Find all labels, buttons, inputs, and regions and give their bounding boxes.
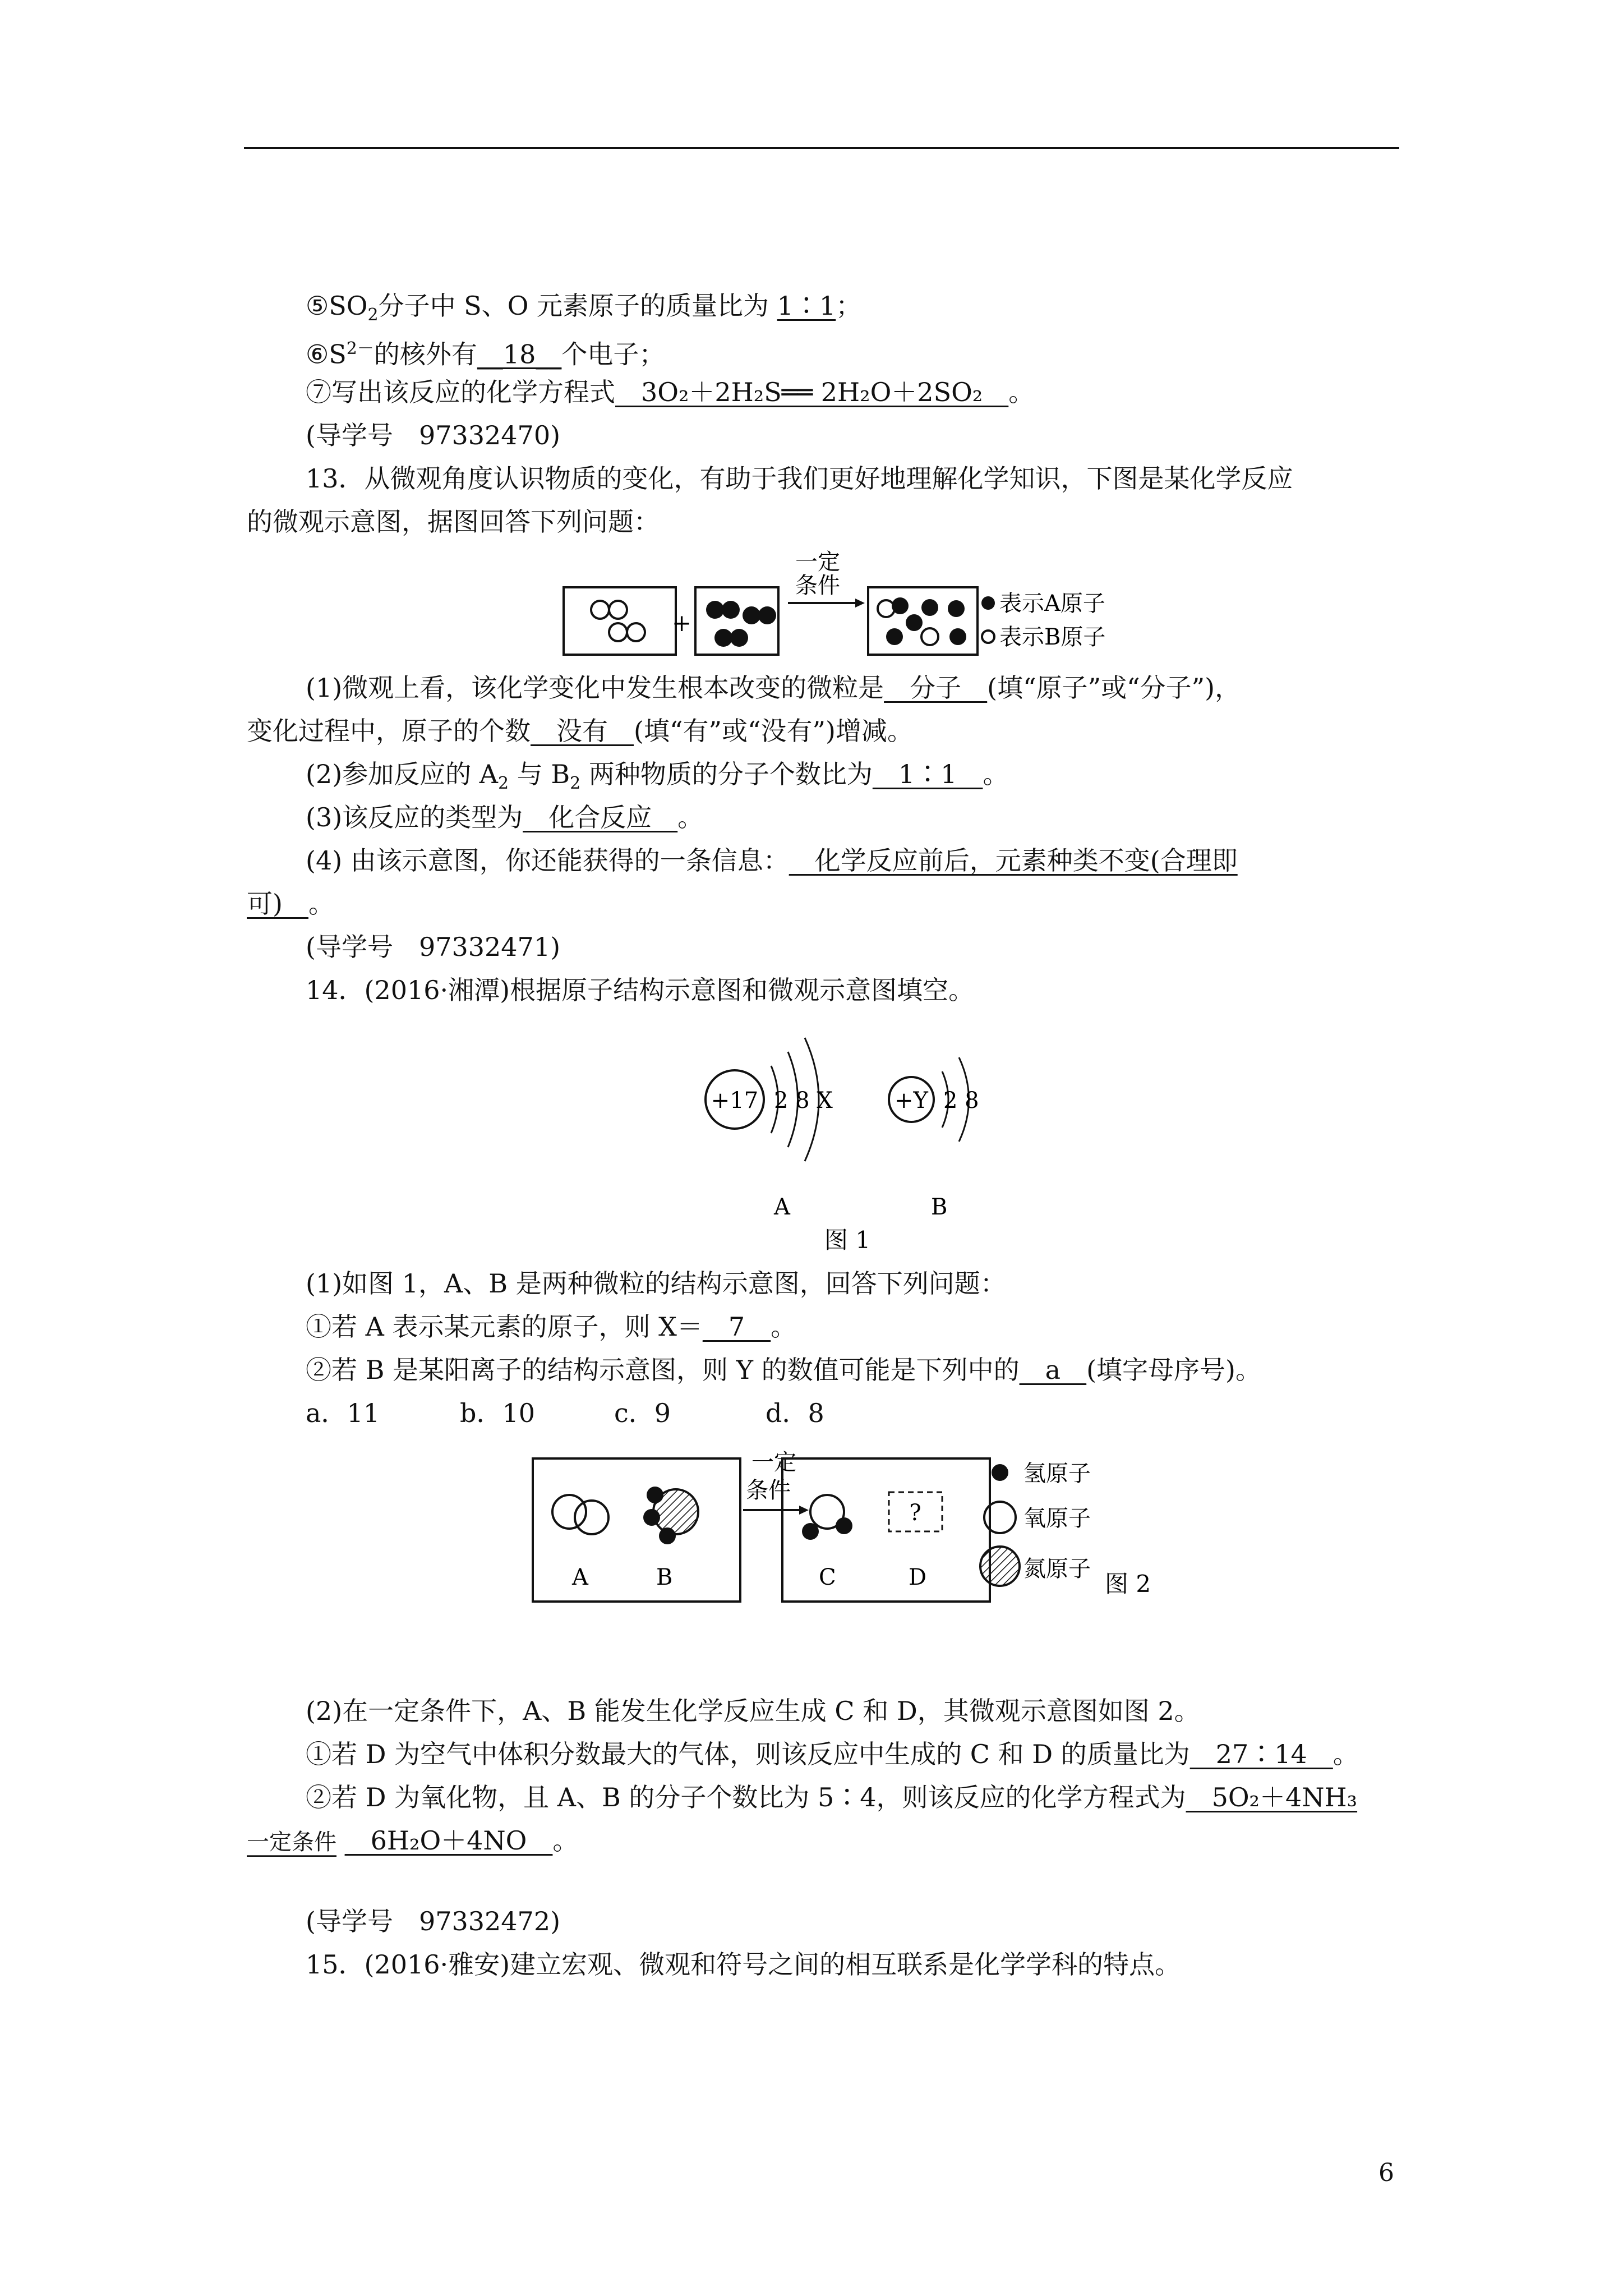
hydrogen-atom (659, 1527, 676, 1544)
q13-part-4: (4) 由该示意图，你还能获得的一条信息：__化学反应前后，元素种类不变(合理即 (306, 845, 1238, 876)
atom-b (609, 601, 627, 619)
figure-2-caption: 图 2 (1105, 1570, 1151, 1598)
q13-part-1: (1)微观上看，该化学变化中发生根本改变的微粒是__分子__(填“原子”或“分子”)， (306, 673, 1241, 703)
oxygen-atom (575, 1501, 608, 1534)
legend-oxygen-label: 氧原子 (1023, 1506, 1091, 1531)
atom-a (706, 601, 724, 619)
atom-a (906, 614, 923, 631)
atom-a (948, 600, 965, 617)
atom-a (949, 628, 966, 645)
q14-stem: 14．(2016·湘潭)根据原子结构示意图和微观示意图填空。 (306, 975, 975, 1005)
q15-stem: 15．(2016·雅安)建立宏观、微观和符号之间的相互联系是化学学科的特点。 (306, 1949, 1181, 1980)
atom-a (730, 629, 748, 647)
condition-bottom: 条件 (746, 1478, 791, 1503)
atom-a (892, 597, 909, 614)
option-c: c．9 (614, 1398, 671, 1428)
atom-a (758, 606, 776, 624)
legend-a-icon (981, 596, 995, 610)
atom-b (878, 600, 895, 617)
q13-part-1b: 变化过程中，原子的个数__没有__(填“有”或“没有”)增减。 (247, 716, 913, 746)
atom-a (722, 601, 740, 619)
arrow-head (799, 1506, 809, 1515)
legend-hydrogen-icon (992, 1464, 1008, 1481)
legend-hydrogen-label: 氢原子 (1023, 1461, 1091, 1487)
q13-part-2: (2)参加反应的 $A_2$ 与 $B_2$ 两种物质的分子个数比为__1∶1__。 (306, 759, 1009, 794)
unknown-mark: ? (909, 1500, 921, 1526)
atom-b (627, 623, 645, 641)
q13-stem-1: 13．从微观角度认识物质的变化，有助于我们更好地理解化学知识，下图是某化学反应 (306, 463, 1293, 494)
nucleus-b-charge: +Y (895, 1088, 928, 1114)
q14-part-1b: ②若 B 是某阳离子的结构示意图，则 Y 的数值可能是下列中的__a__(填字母序号)。 (306, 1355, 1262, 1385)
page-number: 6 (1378, 2159, 1394, 2187)
reactant-box (533, 1458, 740, 1602)
q14-part-2a: ①若 D 为空气中体积分数最大的气体，则该反应中生成的 C 和 D 的质量比为__27∶14__。 (306, 1739, 1359, 1769)
oxygen-atom (552, 1495, 586, 1529)
q12-line-5: $⑤SO_2$分子中 S、O 元素原子的质量比为 1∶1； (306, 291, 862, 325)
plus-sign: + (672, 609, 692, 637)
legend-b-icon (982, 631, 994, 643)
legend-nitrogen-label: 氮原子 (1023, 1556, 1091, 1582)
q13-part-3: (3)该反应的类型为__化合反应__。 (306, 802, 704, 832)
guide-number: (导学号 97332471) (306, 932, 561, 962)
atom-b (591, 601, 609, 619)
label-c: C (819, 1565, 836, 1590)
hydrogen-atom (643, 1509, 660, 1526)
nucleus-a-charge: +17 (711, 1088, 759, 1114)
option-a: a．11 (306, 1398, 380, 1428)
atom-a (921, 599, 938, 616)
atom-b (609, 623, 627, 641)
hydrogen-atom (836, 1517, 852, 1534)
atom-a (714, 629, 732, 647)
legend-nitrogen-icon (980, 1547, 1020, 1586)
shells-a-electrons: 2 8 X (774, 1088, 833, 1114)
label-d: D (909, 1565, 927, 1590)
q13-stem-2: 的微观示意图，据图回答下列问题： (247, 507, 660, 537)
product-box (868, 587, 978, 655)
condition-top: 一定 (751, 1450, 796, 1475)
q12-line-6: $⑥S^{2-}$的核外有__18__个电子； (306, 339, 665, 370)
header-rule (244, 147, 1399, 149)
arrow-head (855, 599, 865, 608)
q12-line-7: ⑦写出该反应的化学方程式__3O₂＋2H₂S══ 2H₂O＋2SO₂__。 (306, 377, 1035, 407)
label-b: B (931, 1194, 948, 1220)
q14-part-1a: ①若 A 表示某元素的原子，则 X＝__7__。 (306, 1312, 797, 1342)
q14-part-2b: ②若 D 为氧化物，且 A、B 的分子个数比为 5∶4，则该反应的化学方程式为__5O₂＋4NH₃ (306, 1782, 1358, 1812)
atom-a (886, 628, 903, 645)
condition-top: 一定 (795, 549, 840, 575)
reaction-condition: 一定条件 (247, 1829, 336, 1857)
legend-b-label: 表示B原子 (999, 624, 1106, 650)
guide-number: (导学号 97332470) (306, 420, 561, 450)
hydrogen-atom (647, 1487, 663, 1503)
hydrogen-atom (802, 1523, 819, 1540)
q14-part-1: (1)如图 1，A、B 是两种微粒的结构示意图，回答下列问题： (306, 1268, 1006, 1299)
option-d: d．8 (766, 1398, 824, 1428)
reaction-diagram-13 (555, 547, 1172, 659)
reaction-diagram-14 (527, 1442, 1178, 1610)
atom-a (743, 606, 760, 624)
figure-1-caption: 图 1 (824, 1226, 871, 1254)
option-b: b．10 (460, 1398, 535, 1428)
label-b: B (656, 1565, 673, 1590)
shells-b-electrons: 2 8 (943, 1088, 979, 1114)
atom-b (921, 628, 938, 645)
q14-part-2b-cont: 一定条件 __6H₂O＋4NO__。 (247, 1825, 579, 1856)
condition-bottom: 条件 (795, 573, 840, 599)
q14-part-2: (2)在一定条件下，A、B 能发生化学反应生成 C 和 D，其微观示意图如图 2。 (306, 1696, 1200, 1726)
reactant-box-b2 (564, 587, 676, 655)
atomic-structure-figure-1 (701, 1021, 1015, 1257)
label-a: A (572, 1565, 588, 1590)
label-a: A (774, 1194, 790, 1220)
q13-part-4-cont: 可)__。 (247, 889, 334, 919)
guide-number: (导学号 97332472) (306, 1906, 561, 1936)
legend-a-label: 表示A原子 (999, 591, 1105, 616)
